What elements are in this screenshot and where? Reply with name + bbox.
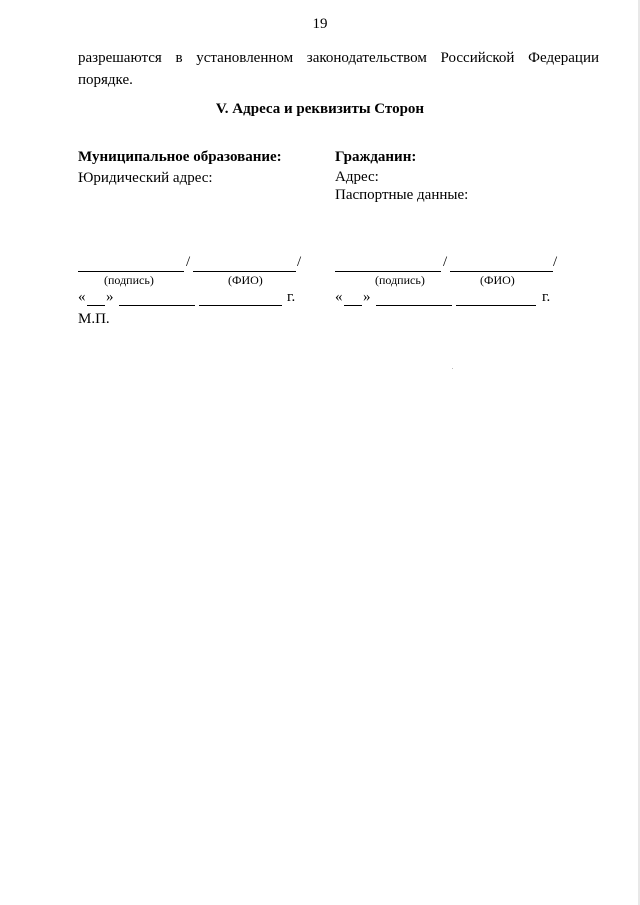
left-date-open-quote: «: [78, 289, 86, 305]
right-date-open-quote: «: [335, 289, 343, 305]
right-date-close-quote: »: [363, 289, 371, 305]
left-signature-slash: /: [186, 254, 191, 270]
left-year-suffix: г.: [287, 289, 296, 305]
paragraph-line-2: порядке.: [78, 72, 133, 88]
left-signature-caption: (подпись): [104, 273, 154, 287]
left-month-line: [119, 305, 195, 306]
left-date-close-quote: »: [106, 289, 114, 305]
right-party-address-label: Адрес:: [335, 169, 379, 185]
right-year-line: [456, 305, 536, 306]
right-fio-line: [450, 271, 553, 272]
right-fio-caption: (ФИО): [480, 273, 515, 287]
left-fio-caption: (ФИО): [228, 273, 263, 287]
stamp-mark: М.П.: [78, 311, 110, 327]
section-heading: V. Адреса и реквизиты Сторон: [215, 101, 425, 117]
right-signature-line: [335, 271, 441, 272]
right-month-line: [376, 305, 452, 306]
right-fio-slash: /: [553, 254, 558, 270]
left-fio-line: [193, 271, 296, 272]
left-fio-slash: /: [297, 254, 302, 270]
left-signature-line: [78, 271, 184, 272]
paragraph-line-1: разрешаются в установленном законодательством Российской Федерации: [78, 50, 599, 66]
left-party-legal-address-label: Юридический адрес:: [78, 170, 213, 186]
left-day-line: [87, 305, 105, 306]
scan-speck: [452, 368, 453, 369]
right-signature-caption: (подпись): [375, 273, 425, 287]
right-party-passport-label: Паспортные данные:: [335, 187, 469, 203]
right-party-title: Гражданин:: [335, 149, 417, 165]
left-year-line: [199, 305, 282, 306]
right-signature-slash: /: [443, 254, 448, 270]
page-number: 19: [312, 16, 328, 32]
body-paragraph: [78, 47, 599, 91]
right-day-line: [344, 305, 362, 306]
right-year-suffix: г.: [542, 289, 551, 305]
left-party-title: Муниципальное образование:: [78, 149, 282, 165]
